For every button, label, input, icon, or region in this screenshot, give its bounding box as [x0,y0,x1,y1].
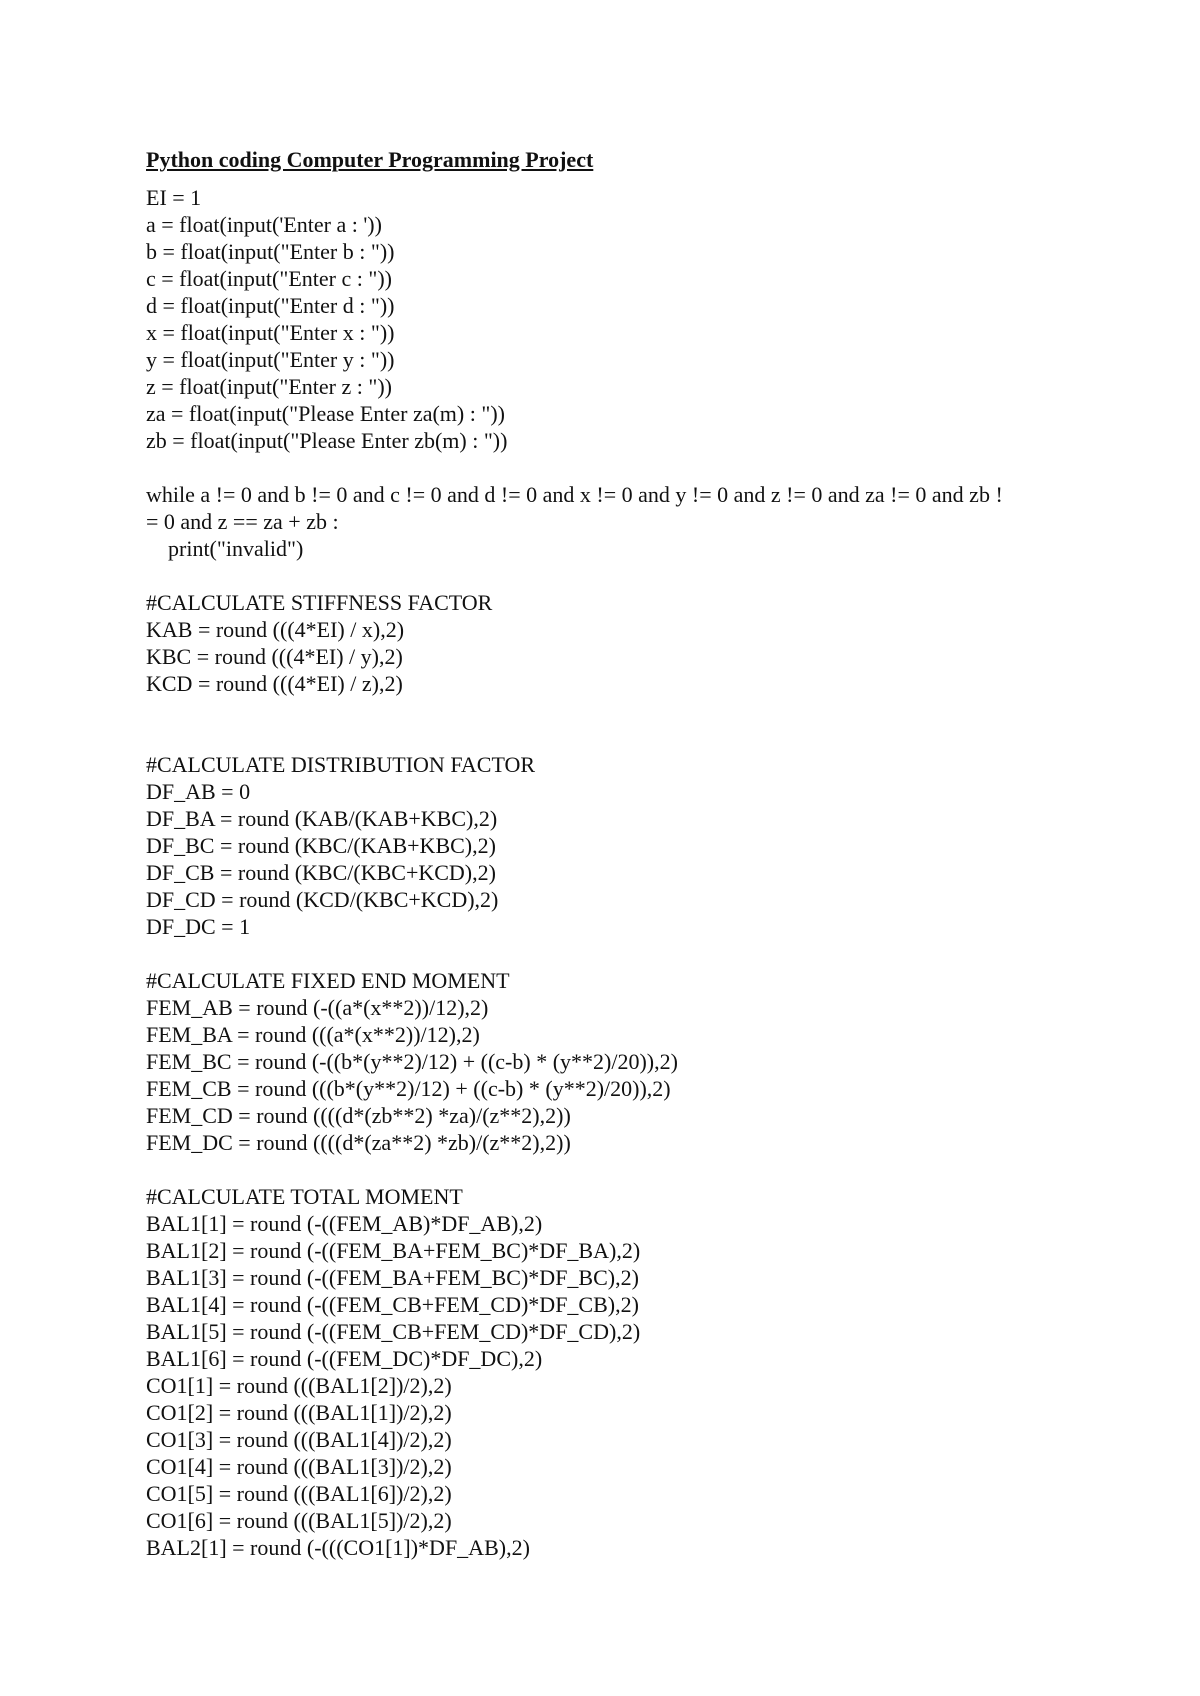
code-line: KBC = round (((4*EI) / y),2) [146,644,403,669]
code-line: DF_CD = round (KCD/(KBC+KCD),2) [146,887,499,912]
code-line: BAL1[5] = round (-((FEM_CB+FEM_CD)*DF_CD),2) [146,1319,641,1344]
code-line: BAL1[1] = round (-((FEM_AB)*DF_AB),2) [146,1211,543,1236]
code-line: c = float(input("Enter c : ")) [146,266,392,291]
input-block [146,184,1106,454]
section-comment: #CALCULATE FIXED END MOMENT [146,968,510,993]
code-line: print("invalid") [146,536,304,561]
code-line: FEM_CD = round ((((d*(zb**2) *za)/(z**2),2)) [146,1103,571,1128]
total-moment-block [146,1183,1106,1561]
code-line: FEM_CB = round (((b*(y**2)/12) + ((c-b) * (y**2)/20)),2) [146,1076,671,1101]
code-line: x = float(input("Enter x : ")) [146,320,395,345]
code-line: EI = 1 [146,185,202,210]
code-line: KCD = round (((4*EI) / z),2) [146,671,403,696]
section-comment: #CALCULATE DISTRIBUTION FACTOR [146,752,536,777]
code-line: KAB = round (((4*EI) / x),2) [146,617,405,642]
code-line: DF_BC = round (KBC/(KAB+KBC),2) [146,833,496,858]
code-line: FEM_DC = round ((((d*(za**2) *zb)/(z**2),2)) [146,1130,571,1155]
code-line: za = float(input("Please Enter za(m) : ")) [146,401,505,426]
code-line: FEM_AB = round (-((a*(x**2))/12),2) [146,995,489,1020]
code-line: zb = float(input("Please Enter zb(m) : ")) [146,428,508,453]
code-line: CO1[6] = round (((BAL1[5])/2),2) [146,1508,452,1533]
code-line: CO1[5] = round (((BAL1[6])/2),2) [146,1481,452,1506]
code-line: = 0 and z == za + zb : [146,509,339,534]
code-line: CO1[4] = round (((BAL1[3])/2),2) [146,1454,452,1479]
code-line: BAL1[6] = round (-((FEM_DC)*DF_DC),2) [146,1346,543,1371]
fixed-end-moment-block [146,967,1106,1156]
code-line: while a != 0 and b != 0 and c != 0 and d != 0 and x != 0 and y != 0 and z != 0 and za != 0 and zb ! [146,482,1003,507]
code-line: DF_BA = round (KAB/(KAB+KBC),2) [146,806,498,831]
code-line: b = float(input("Enter b : ")) [146,239,395,264]
stiffness-block [146,589,1106,697]
code-line: y = float(input("Enter y : ")) [146,347,395,372]
code-line: a = float(input('Enter a : ')) [146,212,382,237]
code-line: BAL1[3] = round (-((FEM_BA+FEM_BC)*DF_BC),2) [146,1265,639,1290]
code-line: z = float(input("Enter z : ")) [146,374,392,399]
code-line: CO1[2] = round (((BAL1[1])/2),2) [146,1400,452,1425]
distribution-block [146,751,1106,940]
validation-block [146,481,1106,562]
code-line: d = float(input("Enter d : ")) [146,293,395,318]
code-line: BAL1[4] = round (-((FEM_CB+FEM_CD)*DF_CB),2) [146,1292,639,1317]
code-line: DF_AB = 0 [146,779,251,804]
section-comment: #CALCULATE STIFFNESS FACTOR [146,590,493,615]
code-line: BAL1[2] = round (-((FEM_BA+FEM_BC)*DF_BA),2) [146,1238,641,1263]
document-content [146,145,1106,1588]
code-line: CO1[1] = round (((BAL1[2])/2),2) [146,1373,452,1398]
code-line: DF_CB = round (KBC/(KBC+KCD),2) [146,860,496,885]
code-line: CO1[3] = round (((BAL1[4])/2),2) [146,1427,452,1452]
document-title: Python coding Computer Programming Project [146,147,594,172]
code-line: BAL2[1] = round (-(((CO1[1])*DF_AB),2) [146,1535,530,1560]
code-line: FEM_BA = round (((a*(x**2))/12),2) [146,1022,480,1047]
code-line: FEM_BC = round (-((b*(y**2)/12) + ((c-b) * (y**2)/20)),2) [146,1049,678,1074]
code-line: DF_DC = 1 [146,914,251,939]
section-comment: #CALCULATE TOTAL MOMENT [146,1184,463,1209]
